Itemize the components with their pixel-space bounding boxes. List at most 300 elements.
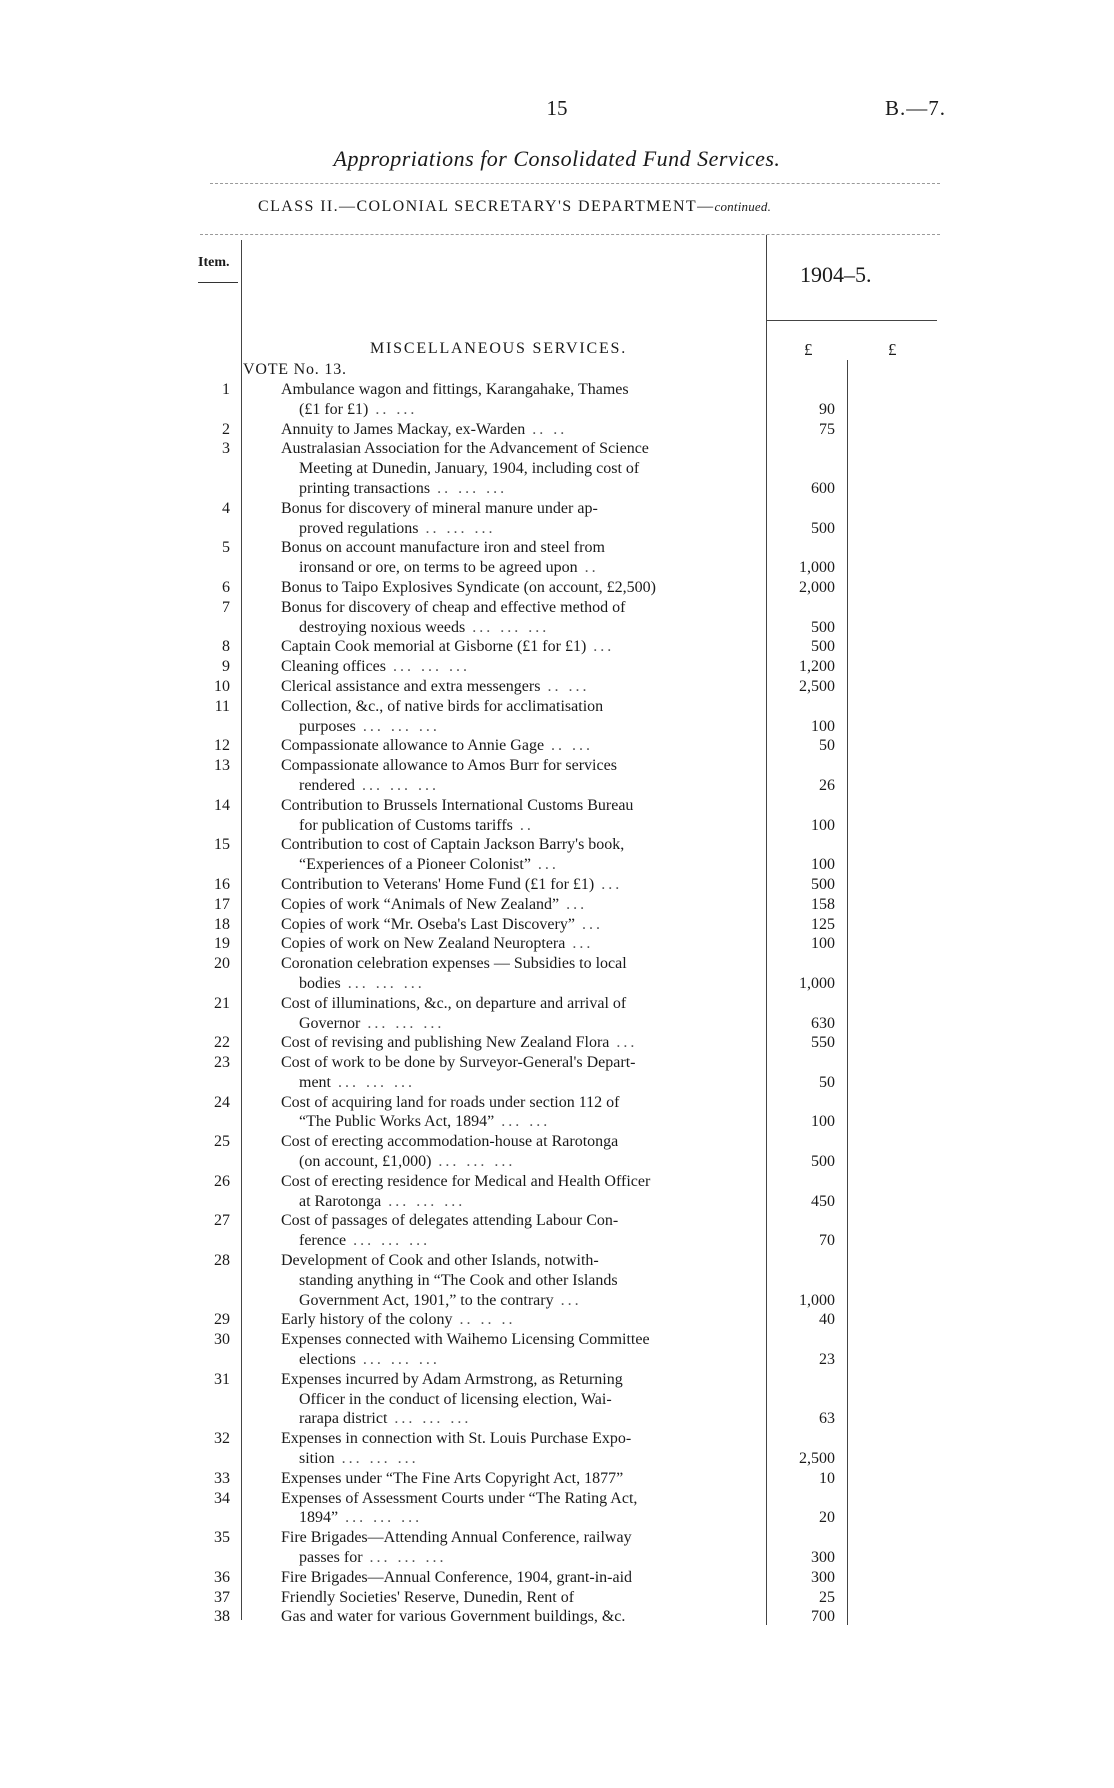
- description-text: at Rarotonga: [299, 1192, 382, 1210]
- item-description: [281, 915, 753, 935]
- description-line: [281, 618, 753, 638]
- description-line: [281, 538, 753, 558]
- table-row: [0, 1330, 1114, 1370]
- table-row: [0, 1053, 1114, 1093]
- item-number: 26: [214, 1172, 230, 1190]
- item-amount: 158: [811, 895, 835, 913]
- table-row: [0, 538, 1114, 578]
- class-heading-text: CLASS II.—COLONIAL SECRETARY'S DEPARTMENT—: [258, 198, 715, 215]
- item-amount: 500: [811, 519, 835, 537]
- description-text: printing transactions: [299, 479, 431, 497]
- item-amount: 50: [819, 1073, 835, 1091]
- description-line: [281, 459, 753, 479]
- item-number: 33: [214, 1469, 230, 1487]
- description-line: [281, 1409, 753, 1429]
- item-description: [281, 934, 753, 954]
- description-text: Expenses incurred by Adam Armstrong, as Returning: [281, 1370, 623, 1388]
- description-line: [281, 717, 753, 737]
- item-description: [281, 420, 753, 440]
- item-amount: 2,000: [799, 578, 835, 596]
- item-description: [281, 1607, 753, 1627]
- description-text: Cost of erecting residence for Medical and Health Officer: [281, 1172, 651, 1190]
- leader-dots: ..: [512, 816, 534, 834]
- description-text: Clerical assistance and extra messengers: [281, 677, 541, 695]
- description-text: bodies: [299, 974, 341, 992]
- description-line: [281, 1469, 753, 1489]
- item-number: 22: [214, 1034, 230, 1052]
- description-line: [281, 1588, 753, 1608]
- table-row: [0, 736, 1114, 756]
- description-line: [281, 1053, 753, 1073]
- item-description: [281, 1469, 753, 1489]
- description-line: [281, 994, 753, 1014]
- item-amount: 100: [811, 816, 835, 834]
- description-text: ironsand or ore, on terms to be agreed upon: [299, 559, 578, 577]
- item-amount: 1,000: [799, 1291, 835, 1309]
- leader-dots: ... ... ...: [338, 1509, 423, 1527]
- item-number: 34: [214, 1489, 230, 1507]
- item-description: [281, 954, 753, 994]
- item-amount: 550: [811, 1034, 835, 1052]
- table-row: [0, 756, 1114, 796]
- table-row: [0, 598, 1114, 638]
- table-row: [0, 1429, 1114, 1469]
- item-number: 32: [214, 1430, 230, 1448]
- description-text: Contribution to Brussels International Customs Bureau: [281, 796, 634, 814]
- item-description: [281, 1132, 753, 1172]
- description-line: [281, 1429, 753, 1449]
- description-text: 1894”: [299, 1509, 339, 1527]
- item-description: [281, 1053, 753, 1093]
- table-row: [0, 1211, 1114, 1251]
- description-text: Bonus for discovery of cheap and effective method of: [281, 598, 626, 616]
- description-line: [281, 657, 753, 677]
- item-amount: 100: [811, 717, 835, 735]
- item-amount: 700: [811, 1608, 835, 1626]
- item-amount: 125: [811, 915, 835, 933]
- description-line: [281, 875, 753, 895]
- item-number: 27: [214, 1212, 230, 1230]
- item-description: [281, 1172, 753, 1212]
- description-text: Cleaning offices: [281, 658, 387, 676]
- description-text: Meeting at Dunedin, January, 1904, including cost of: [299, 460, 640, 478]
- description-text: Compassionate allowance to Amos Burr for services: [281, 757, 617, 775]
- item-amount: 300: [811, 1568, 835, 1586]
- description-line: [281, 1271, 753, 1291]
- description-line: [281, 1390, 753, 1410]
- leader-dots: .. .. ..: [452, 1311, 516, 1329]
- description-text: sition: [299, 1450, 335, 1468]
- item-description: [281, 1489, 753, 1529]
- table-row: [0, 1251, 1114, 1310]
- item-number: 6: [222, 578, 230, 596]
- item-description: [281, 1528, 753, 1568]
- leader-dots: ... ... ...: [360, 1014, 445, 1032]
- description-text: Bonus to Taipo Explosives Syndicate (on account, £2,500): [281, 578, 656, 596]
- description-line: [281, 1192, 753, 1212]
- item-description: [281, 756, 753, 796]
- leader-dots: ... ...: [494, 1113, 551, 1131]
- item-amount: 500: [811, 875, 835, 893]
- item-amount: 40: [819, 1311, 835, 1329]
- description-text: Cost of work to be done by Surveyor-General's Depart-: [281, 1054, 636, 1072]
- description-line: [281, 637, 753, 657]
- item-description: [281, 677, 753, 697]
- item-amount: 100: [811, 1113, 835, 1131]
- description-text: Officer in the conduct of licensing election, Wai-: [299, 1390, 612, 1408]
- description-line: [281, 598, 753, 618]
- description-text: Cost of acquiring land for roads under section 112 of: [281, 1093, 620, 1111]
- description-text: Expenses connected with Waihemo Licensing Committee: [281, 1331, 650, 1349]
- item-number: 3: [222, 440, 230, 458]
- item-amount: 23: [819, 1351, 835, 1369]
- description-line: [281, 835, 753, 855]
- item-number: 8: [222, 638, 230, 656]
- table-row: [0, 1489, 1114, 1529]
- item-description: [281, 380, 753, 420]
- item-amount: 25: [819, 1588, 835, 1606]
- description-line: [281, 816, 753, 836]
- item-number: 29: [214, 1311, 230, 1329]
- item-number: 17: [214, 895, 230, 913]
- leader-dots: ...: [609, 1034, 638, 1052]
- description-line: [281, 1508, 753, 1528]
- item-description: [281, 538, 753, 578]
- item-number: 5: [222, 539, 230, 557]
- item-amount: 450: [811, 1192, 835, 1210]
- table-row: [0, 835, 1114, 875]
- leader-dots: ...: [559, 895, 588, 913]
- leader-dots: ... ... ...: [431, 1153, 516, 1171]
- item-number: 25: [214, 1133, 230, 1151]
- leader-dots: ..: [577, 559, 599, 577]
- currency-header-total: £: [888, 340, 897, 359]
- item-description: [281, 1310, 753, 1330]
- item-description: [281, 1033, 753, 1053]
- description-text: (on account, £1,000): [299, 1153, 432, 1171]
- description-text: Copies of work on New Zealand Neuroptera: [281, 935, 566, 953]
- item-description: [281, 875, 753, 895]
- title-divider: [210, 183, 940, 184]
- item-amount: 1,200: [799, 658, 835, 676]
- description-line: [281, 1568, 753, 1588]
- description-text: Australasian Association for the Advancement of Science: [281, 440, 649, 458]
- item-number: 36: [214, 1568, 230, 1586]
- item-number: 15: [214, 836, 230, 854]
- item-description: [281, 1568, 753, 1588]
- description-text: Bonus on account manufacture iron and steel from: [281, 539, 605, 557]
- class-heading-continued: continued.: [714, 199, 772, 214]
- item-number: 37: [214, 1588, 230, 1606]
- item-number: 2: [222, 420, 230, 438]
- description-text: Compassionate allowance to Annie Gage: [281, 737, 545, 755]
- description-text: Gas and water for various Government buildings, &c.: [281, 1608, 626, 1626]
- description-text: passes for: [299, 1549, 363, 1567]
- table-row: [0, 1588, 1114, 1608]
- item-amount: 500: [811, 638, 835, 656]
- table-row: [0, 934, 1114, 954]
- page-number: 15: [546, 96, 568, 120]
- description-line: [281, 1073, 753, 1093]
- description-text: Coronation celebration expenses — Subsidies to local: [281, 955, 627, 973]
- leader-dots: .. ...: [368, 400, 418, 418]
- currency-header-amount: £: [804, 340, 813, 359]
- leader-dots: ... ... ...: [346, 1232, 431, 1250]
- item-amount: 10: [819, 1469, 835, 1487]
- item-number: 13: [214, 757, 230, 775]
- table-row: [0, 994, 1114, 1034]
- table-row: [0, 578, 1114, 598]
- item-amount: 26: [819, 776, 835, 794]
- leader-dots: ... ... ...: [340, 974, 425, 992]
- leader-dots: ...: [565, 935, 594, 953]
- leader-dots: ... ... ...: [386, 658, 471, 676]
- item-number: 19: [214, 935, 230, 953]
- description-text: Copies of work “Mr. Oseba's Last Discovery”: [281, 915, 575, 933]
- description-text: (£1 for £1): [299, 400, 369, 418]
- description-line: [281, 1350, 753, 1370]
- description-line: [281, 934, 753, 954]
- description-line: [281, 1152, 753, 1172]
- item-number: 20: [214, 955, 230, 973]
- item-column-header: Item.: [198, 255, 230, 270]
- table-row: [0, 439, 1114, 498]
- item-amount: 1,000: [799, 974, 835, 992]
- item-number: 23: [214, 1054, 230, 1072]
- item-description: [281, 1251, 753, 1310]
- leader-dots: ... ... ...: [354, 776, 439, 794]
- description-text: Ambulance wagon and fittings, Karangahake, Thames: [281, 381, 629, 398]
- item-amount: 100: [811, 856, 835, 874]
- item-number: 7: [222, 598, 230, 616]
- table-row: [0, 420, 1114, 440]
- table-row: [0, 954, 1114, 994]
- description-text: “Experiences of a Pioneer Colonist”: [299, 856, 531, 874]
- description-line: [281, 1607, 753, 1627]
- description-text: Friendly Societies' Reserve, Dunedin, Rent of: [281, 1588, 575, 1606]
- item-amount: 500: [811, 618, 835, 636]
- description-line: [281, 954, 753, 974]
- description-line: [281, 1093, 753, 1113]
- item-header-underline: [198, 282, 238, 283]
- table-row: [0, 796, 1114, 836]
- year-header-rule: [767, 320, 937, 321]
- leader-dots: ... ... ...: [355, 1351, 440, 1369]
- description-text: Cost of illuminations, &c., on departure and arrival of: [281, 994, 627, 1012]
- class-heading: [258, 198, 771, 216]
- description-text: Annuity to James Mackay, ex-Warden: [281, 420, 526, 438]
- description-line: [281, 1370, 753, 1390]
- leader-dots: ... ... ...: [331, 1073, 415, 1091]
- description-line: [281, 499, 753, 519]
- table-row: [0, 499, 1114, 539]
- leader-dots: .. ... ...: [418, 519, 496, 537]
- table-row: [0, 657, 1114, 677]
- description-text: Contribution to Veterans' Home Fund (£1 for £1): [281, 875, 595, 893]
- item-description: [281, 1330, 753, 1370]
- description-line: [281, 1132, 753, 1152]
- description-line: [281, 855, 753, 875]
- description-text: proved regulations: [299, 519, 419, 537]
- description-text: Collection, &c., of native birds for acclimatisation: [281, 697, 604, 715]
- item-number: 35: [214, 1529, 230, 1547]
- item-number: 10: [214, 677, 230, 695]
- description-line: [281, 776, 753, 796]
- leader-dots: ... ... ...: [387, 1410, 472, 1428]
- leader-dots: ... ... ...: [465, 618, 550, 636]
- description-line: [281, 895, 753, 915]
- appropriations-table-body: [0, 380, 1114, 1627]
- leader-dots: ...: [586, 638, 615, 656]
- description-line: [281, 479, 753, 499]
- description-line: [281, 796, 753, 816]
- description-line: [281, 439, 753, 459]
- description-line: [281, 736, 753, 756]
- description-line: [281, 1291, 753, 1311]
- description-line: [281, 1033, 753, 1053]
- description-line: [281, 1449, 753, 1469]
- item-number: 4: [222, 499, 230, 517]
- item-amount: 90: [819, 400, 835, 418]
- description-text: Expenses of Assessment Courts under “The Rating Act,: [281, 1489, 638, 1507]
- description-text: Expenses under “The Fine Arts Copyright Act, 1877”: [281, 1469, 624, 1487]
- description-line: [281, 1014, 753, 1034]
- description-text: rendered: [299, 776, 355, 794]
- item-number: 18: [214, 915, 230, 933]
- table-top-divider: [200, 234, 940, 235]
- table-row: [0, 875, 1114, 895]
- description-text: Fire Brigades—Annual Conference, 1904, grant-in-aid: [281, 1568, 633, 1586]
- leader-dots: ... ... ...: [362, 1549, 447, 1567]
- item-number: 21: [214, 994, 230, 1012]
- description-text: Government Act, 1901,” to the contrary: [299, 1291, 554, 1309]
- description-line: [281, 677, 753, 697]
- description-text: Copies of work “Animals of New Zealand”: [281, 895, 560, 913]
- item-number: 38: [214, 1608, 230, 1626]
- item-number: 30: [214, 1331, 230, 1349]
- description-line: [281, 420, 753, 440]
- item-amount: 2,500: [799, 1450, 835, 1468]
- item-description: [281, 1429, 753, 1469]
- section-title: MISCELLANEOUS SERVICES.: [370, 340, 628, 357]
- leader-dots: .. ...: [544, 737, 594, 755]
- description-text: “The Public Works Act, 1894”: [299, 1113, 495, 1131]
- description-line: [281, 1330, 753, 1350]
- description-line: [281, 1172, 753, 1192]
- leader-dots: ... ... ...: [355, 717, 440, 735]
- item-description: [281, 598, 753, 638]
- item-amount: 50: [819, 737, 835, 755]
- item-description: [281, 637, 753, 657]
- item-description: [281, 994, 753, 1034]
- description-line: [281, 756, 753, 776]
- description-line: [281, 1310, 753, 1330]
- item-description: [281, 1370, 753, 1429]
- leader-dots: .. ... ...: [430, 479, 508, 497]
- description-line: [281, 1489, 753, 1509]
- item-description: [281, 657, 753, 677]
- table-row: [0, 915, 1114, 935]
- item-description: [281, 1211, 753, 1251]
- item-description: [281, 1588, 753, 1608]
- description-line: [281, 578, 753, 598]
- description-line: [281, 1112, 753, 1132]
- description-line: [281, 400, 753, 420]
- item-number: 31: [214, 1370, 230, 1388]
- item-description: [281, 578, 753, 598]
- item-number: 1: [222, 381, 230, 398]
- item-number: 12: [214, 737, 230, 755]
- description-line: [281, 697, 753, 717]
- table-row: [0, 1310, 1114, 1330]
- table-row: [0, 1370, 1114, 1429]
- description-text: for publication of Customs tariffs: [299, 816, 513, 834]
- table-row: [0, 637, 1114, 657]
- year-column-header: 1904–5.: [800, 262, 872, 287]
- item-number: 9: [222, 658, 230, 676]
- item-description: [281, 835, 753, 875]
- item-amount: 20: [819, 1509, 835, 1527]
- item-amount: 63: [819, 1410, 835, 1428]
- item-amount: 70: [819, 1232, 835, 1250]
- item-description: [281, 439, 753, 498]
- description-line: [281, 1548, 753, 1568]
- table-row: [0, 895, 1114, 915]
- vote-label: VOTE No. 13.: [243, 361, 347, 378]
- item-description: [281, 895, 753, 915]
- item-description: [281, 1093, 753, 1133]
- table-row: [0, 1093, 1114, 1133]
- table-row: [0, 380, 1114, 420]
- item-number: 16: [214, 875, 230, 893]
- item-number: 14: [214, 796, 230, 814]
- description-line: [281, 1231, 753, 1251]
- item-amount: 600: [811, 479, 835, 497]
- description-line: [281, 558, 753, 578]
- description-line: [281, 974, 753, 994]
- item-description: [281, 736, 753, 756]
- description-line: [281, 519, 753, 539]
- table-row: [0, 1528, 1114, 1568]
- description-text: Cost of erecting accommodation-house at Rarotonga: [281, 1133, 619, 1151]
- description-text: elections: [299, 1351, 356, 1369]
- leader-dots: ...: [553, 1291, 582, 1309]
- item-description: [281, 499, 753, 539]
- leader-dots: ...: [530, 856, 559, 874]
- table-row: [0, 697, 1114, 737]
- item-amount: 630: [811, 1014, 835, 1032]
- description-line: [281, 1251, 753, 1271]
- leader-dots: .. ..: [525, 420, 568, 438]
- item-amount: 1,000: [799, 559, 835, 577]
- leader-dots: ...: [594, 875, 623, 893]
- description-text: Cost of passages of delegates attending Labour Con-: [281, 1212, 619, 1230]
- description-text: rarapa district: [299, 1410, 388, 1428]
- item-number: 28: [214, 1252, 230, 1270]
- table-row: [0, 1172, 1114, 1212]
- description-text: Captain Cook memorial at Gisborne (£1 for £1): [281, 638, 587, 656]
- description-text: Bonus for discovery of mineral manure under ap-: [281, 499, 598, 517]
- leader-dots: ... ... ...: [334, 1450, 419, 1468]
- description-text: Expenses in connection with St. Louis Purchase Expo-: [281, 1430, 632, 1448]
- description-text: ference: [299, 1232, 347, 1250]
- leader-dots: ... ... ...: [381, 1192, 466, 1210]
- item-amount: 2,500: [799, 677, 835, 695]
- item-number: 24: [214, 1093, 230, 1111]
- description-line: [281, 1528, 753, 1548]
- description-text: standing anything in “The Cook and other Islands: [299, 1271, 618, 1289]
- document-reference: B.—7.: [884, 96, 946, 120]
